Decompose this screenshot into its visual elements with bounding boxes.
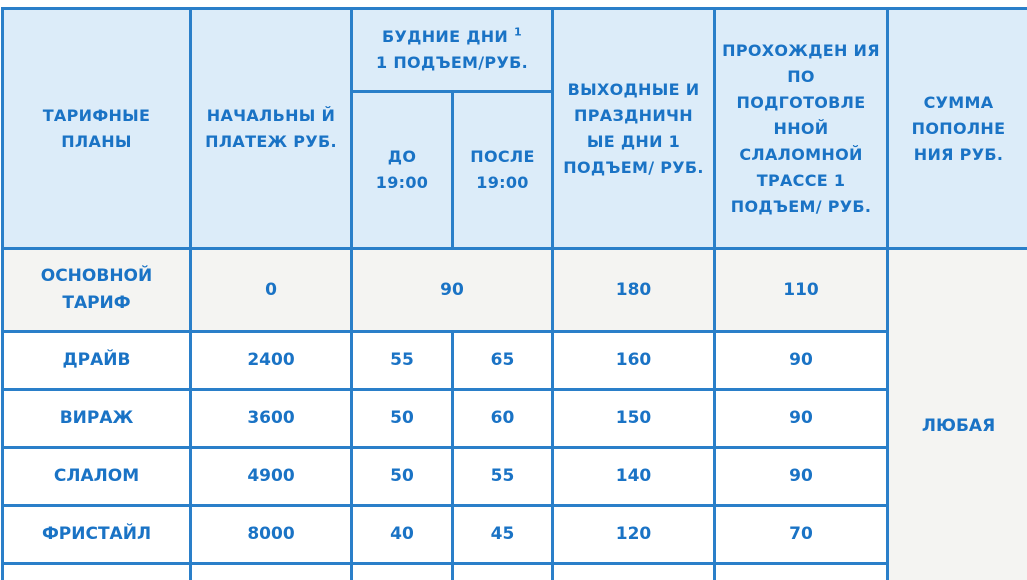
weekday-after-price: 60	[453, 390, 553, 448]
slalom-price-base: 110	[715, 249, 888, 332]
header-weekdays-label: БУДНИЕ ДНИ	[382, 27, 509, 46]
weekday-before-price: 55	[352, 332, 453, 390]
weekday-before-price: 50	[352, 448, 453, 506]
initial-payment: 2400	[191, 332, 352, 390]
table-row	[3, 506, 1027, 564]
weekday-after-price: 45	[453, 506, 553, 564]
table-row-partial	[3, 564, 1027, 580]
header-weekdays-footnote: 1	[514, 25, 522, 39]
weekend-price: 140	[553, 448, 715, 506]
topup-amount-any: ЛЮБАЯ	[888, 249, 1027, 580]
header-topup: СУММА ПОПОЛНЕ НИЯ РУБ.	[888, 9, 1027, 249]
table-row	[3, 390, 1027, 448]
tariff-table	[1, 7, 1027, 580]
slalom-price: 90	[715, 332, 888, 390]
header-initial-payment: НАЧАЛЬНЫ Й ПЛАТЕЖ РУБ.	[191, 9, 352, 249]
empty-cell	[3, 564, 191, 580]
plan-name-base: ОСНОВНОЙ ТАРИФ	[3, 249, 191, 332]
weekday-after-price: 55	[453, 448, 553, 506]
empty-cell	[453, 564, 553, 580]
empty-cell	[553, 564, 715, 580]
table-row	[3, 448, 1027, 506]
weekend-price: 150	[553, 390, 715, 448]
initial-payment: 4900	[191, 448, 352, 506]
empty-cell	[715, 564, 888, 580]
header-before-1900: ДО 19:00	[352, 92, 453, 249]
initial-payment: 3600	[191, 390, 352, 448]
weekday-before-price: 40	[352, 506, 453, 564]
plan-name: ВИРАЖ	[3, 390, 191, 448]
header-after-1900: ПОСЛЕ 19:00	[453, 92, 553, 249]
header-slalom-track: ПРОХОЖДЕН ИЯ ПО ПОДГОТОВЛЕ ННОЙ СЛАЛОМНОЙ ТРАССЕ 1 ПОДЪЕМ/ РУБ.	[715, 9, 888, 249]
slalom-price: 70	[715, 506, 888, 564]
header-weekdays-unit: 1 ПОДЪЕМ/РУБ.	[376, 53, 528, 72]
weekday-price-base: 90	[352, 249, 553, 332]
table-row	[3, 332, 1027, 390]
weekday-before-price: 50	[352, 390, 453, 448]
weekend-price: 160	[553, 332, 715, 390]
weekend-price: 120	[553, 506, 715, 564]
weekday-after-price: 65	[453, 332, 553, 390]
table-row-base	[3, 249, 1027, 332]
initial-payment-base: 0	[191, 249, 352, 332]
plan-name: СЛАЛОМ	[3, 448, 191, 506]
header-weekdays	[352, 9, 553, 92]
plan-name: ДРАЙВ	[3, 332, 191, 390]
weekend-price-base: 180	[553, 249, 715, 332]
slalom-price: 90	[715, 390, 888, 448]
empty-cell	[352, 564, 453, 580]
header-row-top	[3, 9, 1027, 92]
header-plans: ТАРИФНЫЕ ПЛАНЫ	[3, 9, 191, 249]
initial-payment: 8000	[191, 506, 352, 564]
slalom-price: 90	[715, 448, 888, 506]
empty-cell	[191, 564, 352, 580]
header-weekends: ВЫХОДНЫЕ И ПРАЗДНИЧН ЫЕ ДНИ 1 ПОДЪЕМ/ РУБ.	[553, 9, 715, 249]
plan-name: ФРИСТАЙЛ	[3, 506, 191, 564]
